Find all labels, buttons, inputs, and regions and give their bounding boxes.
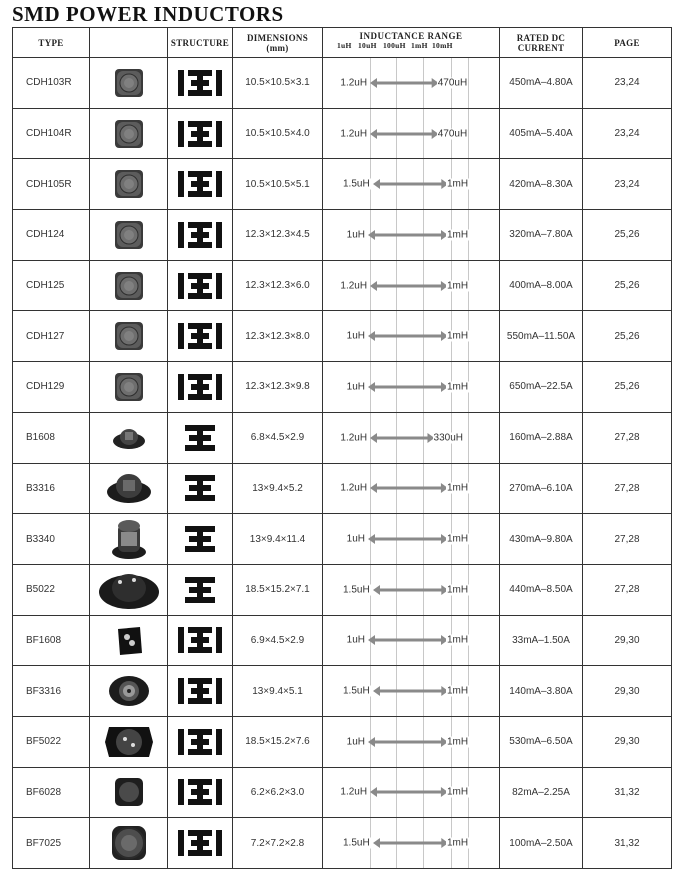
page-reference: 31,32 — [583, 818, 672, 869]
part-type: CDH127 — [13, 311, 90, 362]
rated-current: 420mA–8.30A — [500, 159, 583, 210]
table-row — [13, 818, 672, 869]
range-min-label: 1.5uH — [343, 584, 370, 596]
part-dimensions: 6.2×6.2×3.0 — [233, 767, 323, 818]
inductance-range — [323, 362, 500, 413]
range-arrow — [368, 737, 448, 747]
table-row — [13, 58, 672, 109]
inductor-spec-table — [12, 27, 672, 869]
part-photo — [90, 260, 168, 311]
table-body — [13, 58, 672, 869]
range-max-label: 1mH — [447, 482, 469, 494]
header-rated-line2: CURRENT — [517, 42, 565, 53]
table-row — [13, 716, 672, 767]
double-h-icon — [168, 767, 233, 818]
part-photo — [90, 463, 168, 514]
decade-label: 10mH — [432, 40, 453, 50]
table-row — [13, 108, 672, 159]
part-dimensions: 6.8×4.5×2.9 — [233, 412, 323, 463]
range-arrow — [368, 230, 448, 240]
range-min-label: 1.2uH — [340, 482, 368, 494]
part-photo — [90, 818, 168, 869]
range-min-label: 1.2uH — [340, 128, 368, 140]
range-min-label: 1.5uH — [343, 685, 370, 697]
inductance-range — [323, 514, 500, 565]
table-row — [13, 412, 672, 463]
part-dimensions: 10.5×10.5×5.1 — [233, 159, 323, 210]
inductance-range — [323, 716, 500, 767]
part-dimensions: 13×9.4×5.2 — [233, 463, 323, 514]
inductance-range — [323, 108, 500, 159]
rated-current: 160mA–2.88A — [500, 412, 583, 463]
rated-current: 82mA–2.25A — [500, 767, 583, 818]
rated-current: 650mA–22.5A — [500, 362, 583, 413]
part-dimensions: 12.3×12.3×8.0 — [233, 311, 323, 362]
part-type: BF1608 — [13, 615, 90, 666]
rated-current: 450mA–4.80A — [500, 58, 583, 109]
table-row — [13, 767, 672, 818]
part-type: CDH125 — [13, 260, 90, 311]
range-max-label: 1mH — [447, 685, 469, 697]
range-max-label: 1mH — [447, 533, 469, 545]
rated-current: 100mA–2.50A — [500, 818, 583, 869]
header-page: PAGE — [583, 28, 672, 58]
decade-label: 10uH — [358, 40, 377, 50]
range-max-label: 470uH — [437, 77, 468, 89]
part-type: B3340 — [13, 514, 90, 565]
table-row — [13, 159, 672, 210]
range-max-label: 1mH — [447, 786, 469, 798]
double-h-icon — [168, 260, 233, 311]
inductance-range — [323, 210, 500, 261]
page-reference: 27,28 — [583, 514, 672, 565]
part-type: BF6028 — [13, 767, 90, 818]
part-type: CDH124 — [13, 210, 90, 261]
table-row — [13, 311, 672, 362]
rated-current: 405mA–5.40A — [500, 108, 583, 159]
range-min-label: 1uH — [346, 533, 365, 545]
part-photo — [90, 514, 168, 565]
range-min-label: 1.5uH — [343, 837, 370, 849]
range-min-label: 1.2uH — [340, 432, 368, 444]
range-min-label: 1uH — [346, 736, 365, 748]
double-h-icon — [168, 159, 233, 210]
range-max-label: 1mH — [447, 736, 469, 748]
range-min-label: 1uH — [346, 634, 365, 646]
range-max-label: 1mH — [447, 634, 469, 646]
table-row — [13, 666, 672, 717]
rated-current: 140mA–3.80A — [500, 666, 583, 717]
part-photo — [90, 108, 168, 159]
range-min-label: 1.2uH — [340, 786, 368, 798]
range-max-label: 330uH — [433, 432, 464, 444]
range-arrow — [370, 787, 448, 797]
range-arrow — [373, 686, 448, 696]
decade-grid-line — [468, 413, 469, 463]
rated-current: 550mA–11.50A — [500, 311, 583, 362]
part-type: BF3316 — [13, 666, 90, 717]
range-max-label: 1mH — [447, 229, 469, 241]
rated-current: 33mA–1.50A — [500, 615, 583, 666]
double-h-icon — [168, 311, 233, 362]
double-h-icon — [168, 362, 233, 413]
range-min-label: 1.5uH — [343, 178, 370, 190]
page-reference: 25,26 — [583, 260, 672, 311]
range-arrow — [368, 635, 448, 645]
part-photo — [90, 159, 168, 210]
header-dimensions-label: DIMENSIONS — [246, 32, 308, 43]
part-type: CDH104R — [13, 108, 90, 159]
header-rated-current — [500, 28, 583, 58]
range-max-label: 1mH — [447, 178, 469, 190]
rated-current: 530mA–6.50A — [500, 716, 583, 767]
part-photo — [90, 716, 168, 767]
range-arrow — [368, 331, 448, 341]
range-min-label: 1uH — [346, 381, 365, 393]
single-h-icon — [168, 564, 233, 615]
range-max-label: 1mH — [447, 330, 469, 342]
rated-current: 400mA–8.00A — [500, 260, 583, 311]
inductance-range — [323, 767, 500, 818]
double-h-icon — [168, 818, 233, 869]
range-arrow — [370, 433, 434, 443]
part-photo — [90, 210, 168, 261]
table-header-row — [13, 28, 672, 58]
part-photo — [90, 58, 168, 109]
double-h-icon — [168, 108, 233, 159]
inductance-range — [323, 615, 500, 666]
part-type: B1608 — [13, 412, 90, 463]
inductance-range — [323, 564, 500, 615]
table-row — [13, 463, 672, 514]
part-type: B5022 — [13, 564, 90, 615]
inductance-range — [323, 412, 500, 463]
inductance-range — [323, 260, 500, 311]
part-dimensions: 12.3×12.3×9.8 — [233, 362, 323, 413]
part-dimensions: 13×9.4×5.1 — [233, 666, 323, 717]
page-reference: 25,26 — [583, 362, 672, 413]
part-photo — [90, 615, 168, 666]
page-reference: 23,24 — [583, 58, 672, 109]
header-type: TYPE — [13, 28, 90, 58]
page-reference: 31,32 — [583, 767, 672, 818]
part-dimensions: 12.3×12.3×6.0 — [233, 260, 323, 311]
single-h-icon — [168, 463, 233, 514]
table-row — [13, 210, 672, 261]
part-dimensions: 13×9.4×11.4 — [233, 514, 323, 565]
page-reference: 23,24 — [583, 159, 672, 210]
range-arrow — [370, 78, 439, 88]
decade-label: 1uH — [337, 40, 352, 50]
part-photo — [90, 362, 168, 413]
range-min-label: 1uH — [346, 330, 365, 342]
range-min-label: 1.2uH — [340, 280, 368, 292]
page-reference: 29,30 — [583, 615, 672, 666]
header-structure: STRUCTURE — [168, 28, 233, 58]
inductance-range — [323, 818, 500, 869]
page-reference: 27,28 — [583, 463, 672, 514]
decade-labels — [323, 41, 499, 51]
page-reference: 23,24 — [583, 108, 672, 159]
inductance-range — [323, 159, 500, 210]
range-arrow — [368, 534, 448, 544]
header-inductance-range — [323, 28, 500, 58]
header-dimensions — [233, 28, 323, 58]
part-dimensions: 6.9×4.5×2.9 — [233, 615, 323, 666]
range-arrow — [373, 585, 448, 595]
range-min-label: 1.2uH — [340, 77, 368, 89]
rated-current: 270mA–6.10A — [500, 463, 583, 514]
part-photo — [90, 412, 168, 463]
double-h-icon — [168, 58, 233, 109]
part-type: CDH105R — [13, 159, 90, 210]
single-h-icon — [168, 514, 233, 565]
range-arrow — [370, 281, 448, 291]
part-type: BF5022 — [13, 716, 90, 767]
range-arrow — [370, 483, 448, 493]
page-title: SMD POWER INDUCTORS — [12, 2, 284, 26]
table-row — [13, 514, 672, 565]
table-row — [13, 564, 672, 615]
decade-label: 100uH — [383, 40, 406, 50]
part-photo — [90, 767, 168, 818]
page-reference: 29,30 — [583, 666, 672, 717]
part-type: CDH129 — [13, 362, 90, 413]
double-h-icon — [168, 210, 233, 261]
range-min-label: 1uH — [346, 229, 365, 241]
part-type: BF7025 — [13, 818, 90, 869]
part-dimensions: 12.3×12.3×4.5 — [233, 210, 323, 261]
header-dimensions-unit: (mm) — [266, 42, 289, 53]
rated-current: 430mA–9.80A — [500, 514, 583, 565]
range-max-label: 470uH — [437, 128, 468, 140]
double-h-icon — [168, 716, 233, 767]
header-rated-line1: RATED DC — [516, 32, 566, 43]
part-dimensions: 10.5×10.5×4.0 — [233, 108, 323, 159]
page-reference: 25,26 — [583, 311, 672, 362]
page-reference: 29,30 — [583, 716, 672, 767]
inductance-range — [323, 666, 500, 717]
part-type: CDH103R — [13, 58, 90, 109]
double-h-icon — [168, 666, 233, 717]
range-arrow — [368, 382, 448, 392]
part-type: B3316 — [13, 463, 90, 514]
part-photo — [90, 666, 168, 717]
part-dimensions: 18.5×15.2×7.1 — [233, 564, 323, 615]
rated-current: 440mA–8.50A — [500, 564, 583, 615]
table-row — [13, 362, 672, 413]
range-max-label: 1mH — [447, 280, 469, 292]
double-h-icon — [168, 615, 233, 666]
inductance-range — [323, 463, 500, 514]
range-arrow — [373, 838, 448, 848]
inductance-range — [323, 58, 500, 109]
inductance-range — [323, 311, 500, 362]
range-max-label: 1mH — [447, 584, 469, 596]
range-arrow — [370, 129, 439, 139]
page-reference: 27,28 — [583, 564, 672, 615]
part-photo — [90, 311, 168, 362]
table-row — [13, 260, 672, 311]
single-h-icon — [168, 412, 233, 463]
table-row — [13, 615, 672, 666]
range-max-label: 1mH — [447, 381, 469, 393]
range-arrow — [373, 179, 448, 189]
rated-current: 320mA–7.80A — [500, 210, 583, 261]
part-dimensions: 18.5×15.2×7.6 — [233, 716, 323, 767]
part-photo — [90, 564, 168, 615]
page-reference: 27,28 — [583, 412, 672, 463]
page-reference: 25,26 — [583, 210, 672, 261]
header-inductance-label: INDUCTANCE RANGE — [359, 30, 463, 41]
part-dimensions: 10.5×10.5×3.1 — [233, 58, 323, 109]
header-picture — [90, 28, 168, 58]
decade-label: 1mH — [411, 40, 428, 50]
part-dimensions: 7.2×7.2×2.8 — [233, 818, 323, 869]
range-max-label: 1mH — [447, 837, 469, 849]
